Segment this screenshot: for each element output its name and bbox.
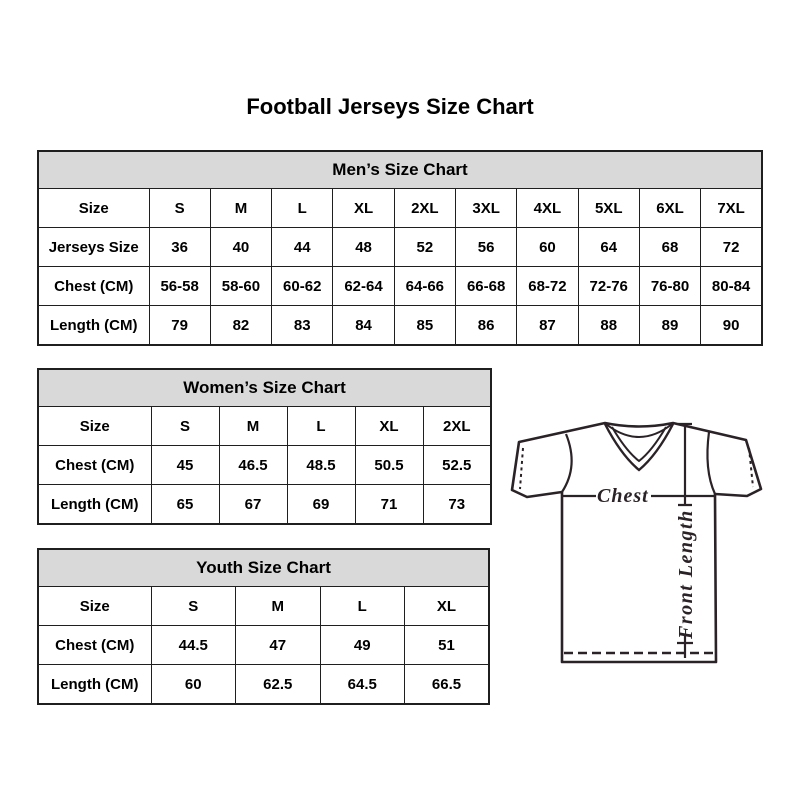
table-cell: 80-84 xyxy=(701,267,762,306)
table-cell: 84 xyxy=(333,306,394,346)
table-cell: 66.5 xyxy=(405,665,490,705)
table-cell: 68 xyxy=(639,228,700,267)
table-cell: 88 xyxy=(578,306,639,346)
row-label: Chest (CM) xyxy=(38,626,151,665)
table-cell: L xyxy=(287,407,355,446)
table-cell: 85 xyxy=(394,306,455,346)
table-cell: 49 xyxy=(320,626,405,665)
right-armhole-seam xyxy=(707,432,715,494)
table-cell: XL xyxy=(333,189,394,228)
womens-table-header-row xyxy=(38,369,491,407)
table-cell: 76-80 xyxy=(639,267,700,306)
table-cell: XL xyxy=(405,587,490,626)
table-cell: 73 xyxy=(423,485,491,525)
table-cell: 69 xyxy=(287,485,355,525)
table-cell: 87 xyxy=(517,306,578,346)
table-cell: M xyxy=(236,587,321,626)
table-cell: 7XL xyxy=(701,189,762,228)
left-armhole-seam xyxy=(562,434,572,492)
table-row xyxy=(38,587,489,626)
table-row xyxy=(38,306,762,346)
row-label: Length (CM) xyxy=(38,665,151,705)
mens-table-header-row xyxy=(38,151,762,189)
table-cell: 64-66 xyxy=(394,267,455,306)
row-label: Size xyxy=(38,587,151,626)
row-label: Chest (CM) xyxy=(38,446,151,485)
chest-label: Chest xyxy=(597,485,649,507)
table-cell: 36 xyxy=(149,228,210,267)
table-cell: 50.5 xyxy=(355,446,423,485)
table-row xyxy=(38,626,489,665)
table-cell: 3XL xyxy=(455,189,516,228)
table-cell: L xyxy=(320,587,405,626)
table-cell: 47 xyxy=(236,626,321,665)
table-cell: 90 xyxy=(701,306,762,346)
table-cell: 79 xyxy=(149,306,210,346)
table-cell: 64 xyxy=(578,228,639,267)
table-cell: 45 xyxy=(151,446,219,485)
youth-size-table xyxy=(37,548,490,705)
table-cell: 89 xyxy=(639,306,700,346)
table-row xyxy=(38,189,762,228)
row-label: Length (CM) xyxy=(38,306,149,346)
table-cell: 48.5 xyxy=(287,446,355,485)
table-cell: 83 xyxy=(272,306,333,346)
table-cell: M xyxy=(210,189,271,228)
table-cell: S xyxy=(151,587,236,626)
table-cell: 56 xyxy=(455,228,516,267)
table-cell: 60 xyxy=(151,665,236,705)
mens-table-title: Men’s Size Chart xyxy=(38,151,762,189)
table-cell: 52.5 xyxy=(423,446,491,485)
table-cell: 65 xyxy=(151,485,219,525)
table-cell: 6XL xyxy=(639,189,700,228)
row-label: Size xyxy=(38,189,149,228)
table-cell: 72-76 xyxy=(578,267,639,306)
table-cell: 46.5 xyxy=(219,446,287,485)
table-cell: 62.5 xyxy=(236,665,321,705)
mens-size-table xyxy=(37,150,763,346)
table-cell: 71 xyxy=(355,485,423,525)
front-length-label: Front Length xyxy=(675,509,697,639)
table-cell: M xyxy=(219,407,287,446)
table-cell: 5XL xyxy=(578,189,639,228)
womens-size-table xyxy=(37,368,492,525)
row-label: Length (CM) xyxy=(38,485,151,525)
table-row xyxy=(38,665,489,705)
table-cell: L xyxy=(272,189,333,228)
table-cell: S xyxy=(149,189,210,228)
table-cell: 2XL xyxy=(394,189,455,228)
table-cell: XL xyxy=(355,407,423,446)
table-row xyxy=(38,267,762,306)
table-cell: S xyxy=(151,407,219,446)
table-cell: 2XL xyxy=(423,407,491,446)
table-cell: 67 xyxy=(219,485,287,525)
table-cell: 60-62 xyxy=(272,267,333,306)
table-cell: 68-72 xyxy=(517,267,578,306)
table-cell: 64.5 xyxy=(320,665,405,705)
table-cell: 58-60 xyxy=(210,267,271,306)
table-cell: 86 xyxy=(455,306,516,346)
table-row xyxy=(38,228,762,267)
table-cell: 60 xyxy=(517,228,578,267)
row-label: Size xyxy=(38,407,151,446)
table-cell: 66-68 xyxy=(455,267,516,306)
table-cell: 82 xyxy=(210,306,271,346)
table-cell: 40 xyxy=(210,228,271,267)
table-cell: 48 xyxy=(333,228,394,267)
table-cell: 4XL xyxy=(517,189,578,228)
table-row xyxy=(38,485,491,525)
table-row xyxy=(38,407,491,446)
youth-table-header-row xyxy=(38,549,489,587)
youth-table-title: Youth Size Chart xyxy=(38,549,489,587)
left-sleeve-dotted-line xyxy=(520,448,523,489)
page-title: Football Jerseys Size Chart xyxy=(246,94,534,119)
row-label: Chest (CM) xyxy=(38,267,149,306)
jersey-diagram xyxy=(500,414,772,668)
table-cell: 51 xyxy=(405,626,490,665)
row-label: Jerseys Size xyxy=(38,228,149,267)
table-cell: 62-64 xyxy=(333,267,394,306)
table-cell: 44 xyxy=(272,228,333,267)
table-cell: 72 xyxy=(701,228,762,267)
womens-table-title: Women’s Size Chart xyxy=(38,369,491,407)
table-row xyxy=(38,446,491,485)
table-cell: 56-58 xyxy=(149,267,210,306)
table-cell: 52 xyxy=(394,228,455,267)
table-cell: 44.5 xyxy=(151,626,236,665)
